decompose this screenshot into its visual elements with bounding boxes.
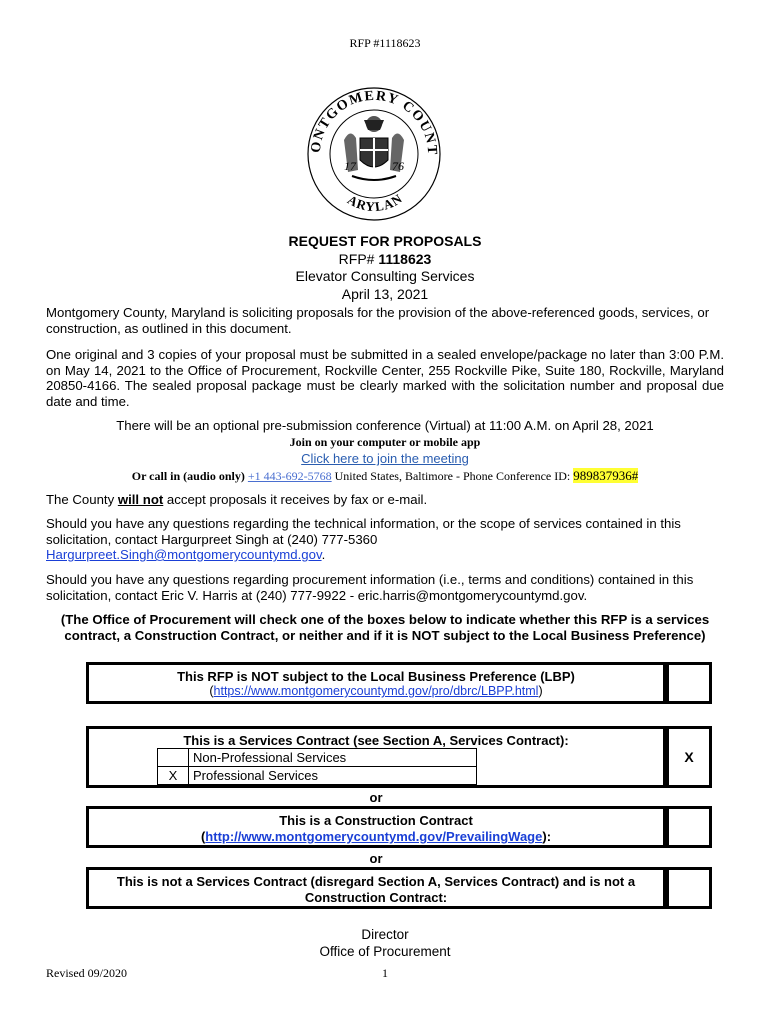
- meeting-link-row: [0, 451, 770, 466]
- call-in-row: [0, 468, 770, 484]
- submission-paragraph: One original and 3 copies of your proposal must be submitted in a sealed envelope/package no later than 3:00 P.M. on May 14, 2021 to the Office of Procurement, Rockville Center, 255 Rockville Pike, Suite 180, Rockville, Maryland 20850-4166. The sealed proposal package must be clearly marked with the solicitation number and proposal due date and time.: [46, 347, 724, 409]
- technical-contact-period: .: [321, 547, 326, 562]
- footer-page-number: 1: [382, 966, 388, 980]
- meeting-link[interactable]: Click here to join the meeting: [301, 451, 469, 466]
- seal-graphic: [304, 80, 444, 228]
- technical-contact-email[interactable]: Hargurpreet.Singh@montgomerycountymd.gov: [46, 547, 322, 562]
- procurement-contact-paragraph: Should you have any questions regarding procurement information (i.e., terms and conditions) contained in this solicitation, contact Eric V. Harris at (240) 777-9922 - eric.harris@montgomerycountymd.gov.: [46, 572, 694, 603]
- or-separator-1: or: [369, 790, 383, 805]
- intro-paragraph: Montgomery County, Maryland is soliciting proposals for the provision of the above-referenced goods, services, or construction, as outlined in this document.: [46, 305, 710, 336]
- title-service: Elevator Consulting Services: [295, 268, 475, 284]
- title-rfp-prefix: RFP#: [338, 250, 379, 267]
- services-option-row: [158, 767, 477, 785]
- title-request: REQUEST FOR PROPOSALS: [288, 233, 482, 249]
- conference-notice: There will be an optional pre-submission conference (Virtual) at 11:00 A.M. on April 28, 2021: [116, 418, 654, 433]
- header-rfp-number: RFP #1118623: [349, 36, 421, 50]
- fax-text-before: The County: [46, 492, 118, 507]
- technical-contact-paragraph: [46, 516, 726, 563]
- lbp-content: This RFP is NOT subject to the Local Business Preference (LBP) (https://www.montgomerycountymd.gov/pro/dbrc/LBPP.html): [89, 669, 663, 698]
- construction-title: This is a Construction Contract: [279, 813, 473, 828]
- neither-line2: Construction Contract:: [304, 890, 448, 905]
- call-in-location: United States, Baltimore - Phone Conference ID:: [334, 469, 571, 483]
- services-title: This is a Services Contract (see Section A, Services Contract):: [183, 733, 569, 748]
- signature-office: Office of Procurement: [319, 944, 451, 959]
- seal-bottom-text: ARYLAN: [345, 190, 406, 215]
- neither-line1: This is not a Services Contract (disregard Section A, Services Contract) and is not a: [116, 874, 636, 889]
- lbp-checkbox: [666, 662, 712, 704]
- title-date: April 13, 2021: [341, 285, 429, 302]
- footer-revised: Revised 09/2020: [46, 966, 127, 980]
- lbp-title: This RFP is NOT subject to the Local Business Preference (LBP): [177, 669, 575, 684]
- or-separator-2: or: [369, 851, 383, 866]
- neither-checkbox: [666, 867, 712, 909]
- seal-year-left: 17: [344, 159, 356, 173]
- lbp-box: [86, 662, 666, 704]
- signature-title: Director: [361, 927, 409, 942]
- fax-emphasis: will not: [117, 492, 164, 507]
- construction-content: This is a Construction Contract (http://www.montgomerycountymd.gov/PrevailingWage):: [89, 813, 663, 845]
- seal-year-right: 76: [392, 159, 404, 173]
- call-in-label: Or call in (audio only): [131, 469, 245, 483]
- conference-id: 989837936#: [573, 468, 639, 483]
- services-checkbox: X: [666, 726, 712, 788]
- technical-contact-text: Should you have any questions regarding the technical information, or the scope of services contained in this solicitation, contact Hargurpreet Singh at (240) 777-5360: [46, 516, 681, 547]
- title-block: [0, 233, 770, 303]
- county-seal: [304, 80, 444, 228]
- seal-top-text: ONTGOMERY COUNT: [308, 88, 440, 157]
- construction-suffix: ):: [542, 829, 552, 844]
- construction-link[interactable]: http://www.montgomerycountymd.gov/PrevailingWage: [205, 829, 543, 844]
- fax-text-after: accept proposals it receives by fax or e-mail.: [163, 492, 428, 507]
- services-option-mark: [158, 749, 189, 767]
- fax-notice: [46, 492, 726, 508]
- office-note: (The Office of Procurement will check one of the boxes below to indicate whether this RFP is a services contract, a Construction Contract, or neither and if it is NOT subject to the Local Business Preference): [60, 612, 710, 643]
- title-rfp-line: [0, 251, 770, 269]
- services-options-table: [157, 748, 477, 785]
- neither-content: [89, 874, 663, 906]
- title-rfp-number: 1118623: [378, 250, 432, 267]
- lbp-link[interactable]: https://www.montgomerycountymd.gov/pro/dbrc/LBPP.html: [213, 684, 539, 698]
- services-option-label: Professional Services: [189, 767, 477, 785]
- construction-box: [86, 806, 666, 848]
- join-text: Join on your computer or mobile app: [289, 435, 481, 449]
- construction-checkbox: [666, 806, 712, 848]
- services-option-mark: X: [158, 767, 189, 785]
- services-option-row: [158, 749, 477, 767]
- call-in-number[interactable]: +1 443-692-5768: [247, 469, 332, 483]
- services-box: [86, 726, 666, 788]
- signature-block: [0, 926, 770, 960]
- services-option-label: Non-Professional Services: [189, 749, 477, 767]
- neither-box: [86, 867, 666, 909]
